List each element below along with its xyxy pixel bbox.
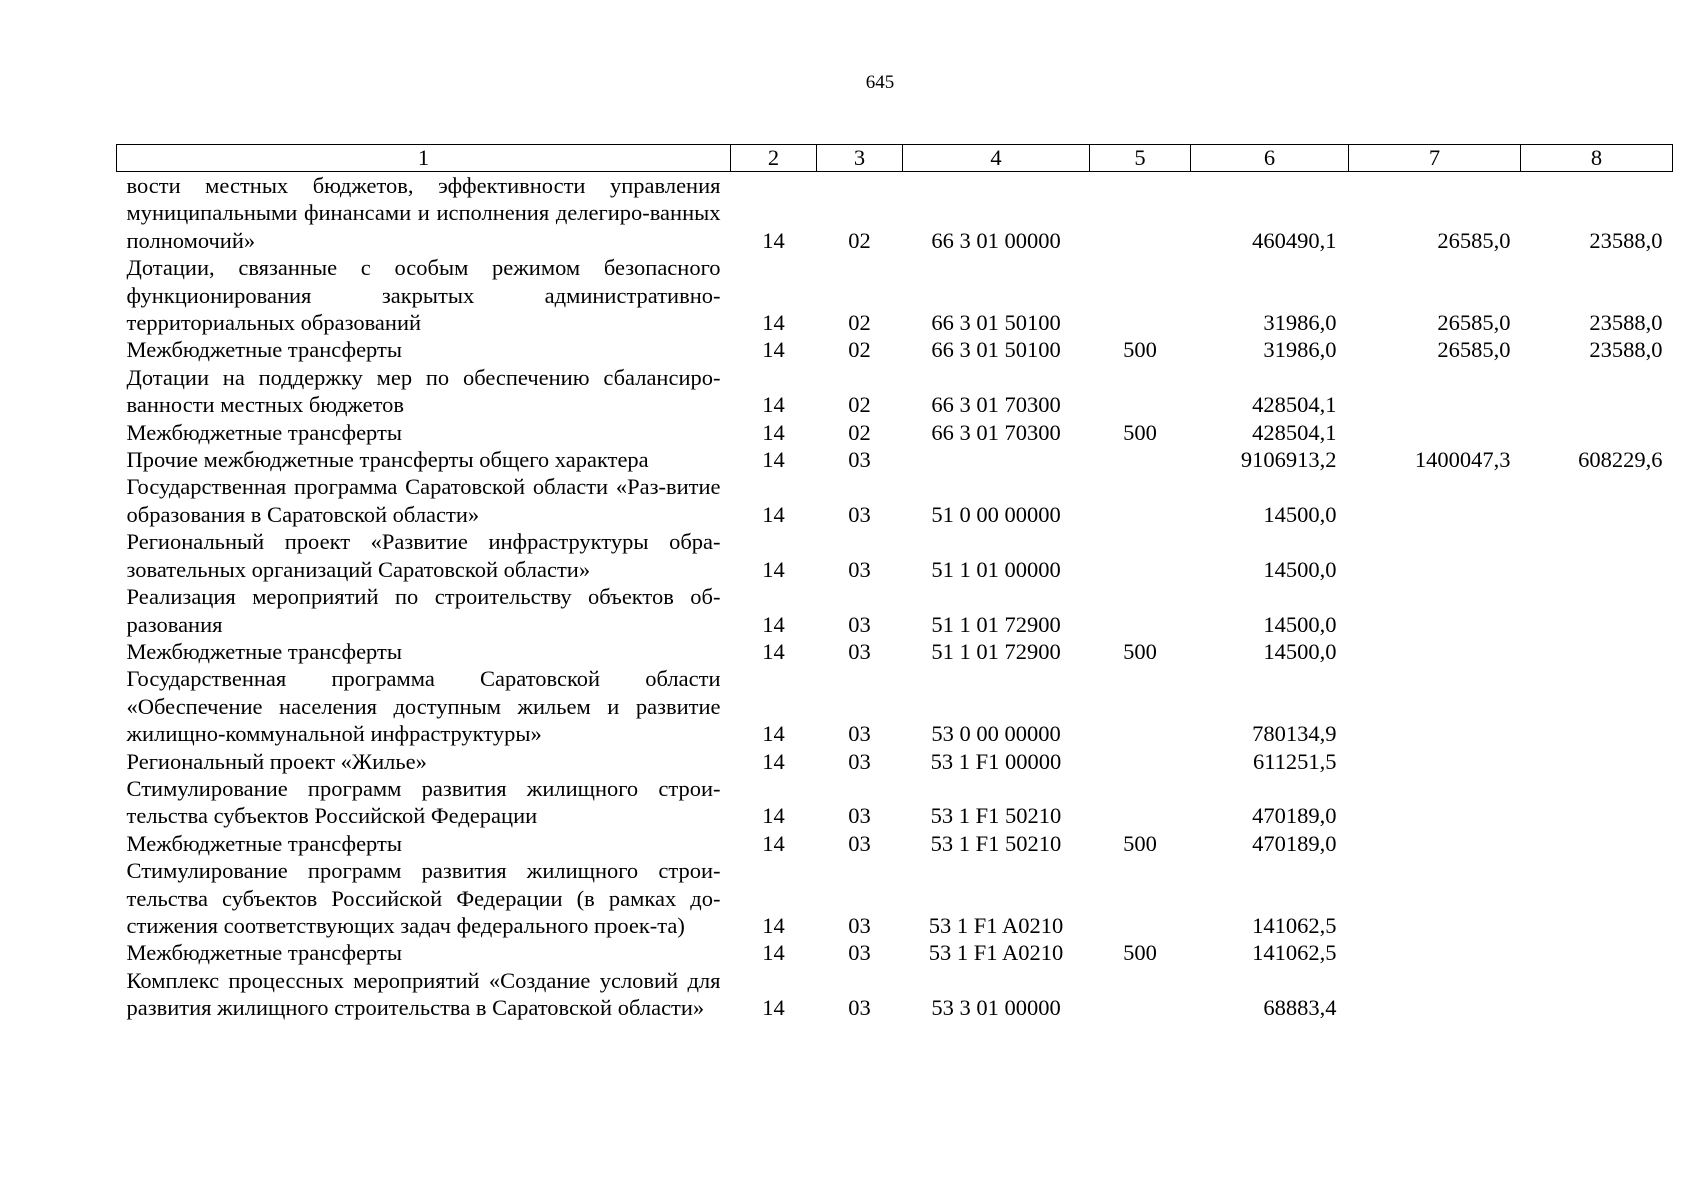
column-header: 6 — [1191, 145, 1349, 172]
table-row — [117, 967, 1673, 1022]
table-row — [117, 336, 1673, 363]
table-header-row — [117, 145, 1673, 172]
row-expense-type: 500 — [1123, 638, 1157, 664]
row-amount-col7 — [1349, 583, 1521, 638]
row-section: 14 — [762, 501, 785, 527]
row-amount-col7 — [1349, 775, 1521, 830]
row-name: Стимулирование программ развития жилищного строи-тельства субъектов Российской Федерации (в рамках до-стижения соответствующих задач федерального проек-та) — [126, 858, 721, 938]
row-amount-col6: 428504,1 — [1252, 392, 1337, 418]
row-section: 14 — [762, 310, 785, 336]
row-amount-col6: 68883,4 — [1263, 995, 1337, 1021]
row-subsection: 02 — [848, 310, 871, 336]
row-name: Прочие межбюджетные трансферты общего характера — [126, 447, 649, 473]
row-amount-col8 — [1521, 857, 1673, 939]
column-header: 7 — [1349, 145, 1521, 172]
row-subsection: 03 — [848, 748, 871, 774]
row-amount-col7 — [1349, 528, 1521, 583]
row-amount-col8 — [1521, 638, 1673, 665]
row-subsection: 03 — [848, 940, 871, 966]
row-subsection: 02 — [848, 419, 871, 445]
row-subsection: 02 — [848, 337, 871, 363]
row-amount-col7: 26585,0 — [1437, 310, 1511, 336]
row-section: 14 — [762, 392, 785, 418]
row-amount-col7 — [1349, 364, 1521, 419]
row-section: 14 — [762, 940, 785, 966]
row-section: 14 — [762, 556, 785, 582]
row-subsection: 03 — [848, 447, 871, 473]
row-name: Межбюджетные трансферты — [126, 337, 402, 363]
table-row — [117, 446, 1673, 473]
row-amount-col8 — [1521, 748, 1673, 775]
row-amount-col6: 14500,0 — [1263, 501, 1337, 527]
table-row — [117, 254, 1673, 336]
table-row — [117, 172, 1673, 255]
row-target-code: 53 1 F1 50210 — [930, 830, 1062, 856]
row-amount-col8 — [1521, 473, 1673, 528]
row-amount-col8 — [1521, 775, 1673, 830]
row-amount-col7 — [1349, 748, 1521, 775]
row-amount-col6: 14500,0 — [1263, 611, 1337, 637]
row-expense-type — [1090, 446, 1191, 473]
row-section: 14 — [762, 995, 785, 1021]
row-target-code: 66 3 01 50100 — [931, 310, 1061, 336]
row-section: 14 — [762, 337, 785, 363]
row-expense-type — [1090, 665, 1191, 747]
column-header: 2 — [731, 145, 817, 172]
row-expense-type — [1090, 528, 1191, 583]
row-subsection: 03 — [848, 912, 871, 938]
column-header: 1 — [117, 145, 731, 172]
row-amount-col7 — [1349, 638, 1521, 665]
row-amount-col8 — [1521, 583, 1673, 638]
column-header: 3 — [817, 145, 903, 172]
row-amount-col6: 31986,0 — [1263, 310, 1337, 336]
row-amount-col8: 23588,0 — [1589, 337, 1663, 363]
row-target-code: 53 1 F1 A0210 — [928, 940, 1064, 966]
row-amount-col6: 428504,1 — [1252, 419, 1337, 445]
row-section: 14 — [762, 227, 785, 253]
row-amount-col8 — [1521, 364, 1673, 419]
row-target-code: 51 1 01 72900 — [931, 611, 1061, 637]
row-name: Реализация мероприятий по строительству объектов об-разования — [126, 584, 721, 637]
row-expense-type — [1090, 775, 1191, 830]
table-row — [117, 775, 1673, 830]
row-target-code: 51 0 00 00000 — [931, 501, 1061, 527]
row-name: вости местных бюджетов, эффективности управления муниципальными финансами и исполнения делегиро-ванных полномочий» — [126, 173, 721, 253]
row-target-code — [903, 446, 1090, 473]
row-amount-col7 — [1349, 939, 1521, 966]
row-section: 14 — [762, 830, 785, 856]
row-amount-col6: 141062,5 — [1252, 912, 1337, 938]
row-amount-col6: 31986,0 — [1263, 337, 1337, 363]
row-amount-col6: 9106913,2 — [1240, 447, 1337, 473]
row-name: Региональный проект «Развитие инфраструктуры обра-зовательных организаций Саратовской области» — [126, 529, 721, 582]
row-name: Региональный проект «Жилье» — [126, 748, 427, 774]
row-target-code: 66 3 01 70300 — [931, 419, 1061, 445]
row-section: 14 — [762, 611, 785, 637]
row-amount-col7 — [1349, 665, 1521, 747]
row-target-code: 53 1 F1 00000 — [930, 748, 1062, 774]
row-expense-type — [1090, 172, 1191, 255]
row-expense-type — [1090, 254, 1191, 336]
row-subsection: 03 — [848, 638, 871, 664]
row-amount-col6: 611251,5 — [1252, 748, 1337, 774]
row-amount-col8: 23588,0 — [1589, 227, 1663, 253]
table-body — [117, 172, 1673, 1022]
row-target-code: 53 1 F1 A0210 — [928, 912, 1064, 938]
row-name: Дотации на поддержку мер по обеспечению сбалансиро-ванности местных бюджетов — [126, 364, 721, 418]
row-amount-col8 — [1521, 967, 1673, 1022]
table-row — [117, 857, 1673, 939]
row-expense-type — [1090, 583, 1191, 638]
row-target-code: 66 3 01 00000 — [931, 227, 1061, 253]
row-name: Комплекс процессных мероприятий «Создание условий для развития жилищного строительства в Саратовской области» — [126, 967, 721, 1021]
row-target-code: 53 1 F1 50210 — [930, 803, 1062, 829]
row-subsection: 02 — [848, 227, 871, 253]
row-amount-col7 — [1349, 857, 1521, 939]
row-section: 14 — [762, 748, 785, 774]
row-amount-col7 — [1349, 830, 1521, 857]
row-target-code: 53 0 00 00000 — [931, 721, 1061, 747]
row-amount-col6: 470189,0 — [1252, 830, 1337, 856]
row-amount-col8 — [1521, 665, 1673, 747]
row-name: Стимулирование программ развития жилищного строи-тельства субъектов Российской Федерации — [126, 775, 721, 829]
row-target-code: 51 1 01 00000 — [931, 556, 1061, 582]
row-subsection: 03 — [848, 721, 871, 747]
table-row — [117, 638, 1673, 665]
row-expense-type — [1090, 473, 1191, 528]
row-expense-type — [1090, 967, 1191, 1022]
table-row — [117, 419, 1673, 446]
row-amount-col8 — [1521, 939, 1673, 966]
table-row — [117, 665, 1673, 747]
row-amount-col8: 608229,6 — [1578, 447, 1663, 473]
row-subsection: 03 — [848, 803, 871, 829]
page-number: 645 — [865, 72, 895, 93]
row-subsection: 03 — [848, 501, 871, 527]
row-amount-col6: 141062,5 — [1252, 940, 1337, 966]
table-row — [117, 473, 1673, 528]
row-amount-col6: 14500,0 — [1263, 638, 1337, 664]
row-amount-col8 — [1521, 528, 1673, 583]
row-subsection: 03 — [848, 611, 871, 637]
row-name: Межбюджетные трансферты — [126, 940, 402, 966]
column-header: 5 — [1090, 145, 1191, 172]
row-expense-type — [1090, 857, 1191, 939]
row-amount-col7: 1400047,3 — [1414, 447, 1511, 473]
row-name: Дотации, связанные с особым режимом безопасного функционирования закрытых административно-территориальных образований — [126, 255, 721, 336]
table-row — [117, 364, 1673, 419]
row-expense-type — [1090, 748, 1191, 775]
row-expense-type: 500 — [1123, 940, 1157, 966]
row-target-code: 53 3 01 00000 — [931, 995, 1061, 1021]
row-amount-col6: 460490,1 — [1252, 227, 1337, 253]
row-amount-col7: 26585,0 — [1437, 227, 1511, 253]
table-row — [117, 528, 1673, 583]
row-section: 14 — [762, 419, 785, 445]
column-header: 4 — [903, 145, 1090, 172]
row-name: Государственная программа Саратовской области «Обеспечение населения доступным жильем и развитие жилищно-коммунальной инфраструктуры» — [126, 666, 721, 747]
row-expense-type: 500 — [1123, 419, 1157, 445]
row-target-code: 51 1 01 72900 — [931, 638, 1061, 664]
row-amount-col7: 26585,0 — [1437, 337, 1511, 363]
row-amount-col6: 780134,9 — [1252, 721, 1337, 747]
row-amount-col7 — [1349, 419, 1521, 446]
row-subsection: 03 — [848, 830, 871, 856]
column-header: 8 — [1521, 145, 1673, 172]
row-section: 14 — [762, 803, 785, 829]
row-amount-col7 — [1349, 967, 1521, 1022]
table-row — [117, 748, 1673, 775]
budget-table — [116, 144, 1673, 1022]
row-name: Межбюджетные трансферты — [126, 830, 402, 856]
row-section: 14 — [762, 721, 785, 747]
row-amount-col8 — [1521, 419, 1673, 446]
table-row — [117, 939, 1673, 966]
row-name: Межбюджетные трансферты — [126, 638, 402, 664]
row-expense-type: 500 — [1123, 337, 1157, 363]
table-row — [117, 583, 1673, 638]
row-name: Межбюджетные трансферты — [126, 419, 402, 445]
row-amount-col7 — [1349, 473, 1521, 528]
row-section: 14 — [762, 912, 785, 938]
row-subsection: 02 — [848, 392, 871, 418]
row-section: 14 — [762, 638, 785, 664]
row-amount-col8: 23588,0 — [1589, 310, 1663, 336]
row-expense-type — [1090, 364, 1191, 419]
row-amount-col6: 14500,0 — [1263, 556, 1337, 582]
row-target-code: 66 3 01 70300 — [931, 392, 1061, 418]
row-name: Государственная программа Саратовской области «Раз-витие образования в Саратовской области» — [126, 474, 721, 527]
row-section: 14 — [762, 447, 785, 473]
row-expense-type: 500 — [1123, 830, 1157, 856]
row-target-code: 66 3 01 50100 — [931, 337, 1061, 363]
row-amount-col6: 470189,0 — [1252, 803, 1337, 829]
row-subsection: 03 — [848, 556, 871, 582]
table-row — [117, 830, 1673, 857]
row-subsection: 03 — [848, 995, 871, 1021]
row-amount-col8 — [1521, 830, 1673, 857]
